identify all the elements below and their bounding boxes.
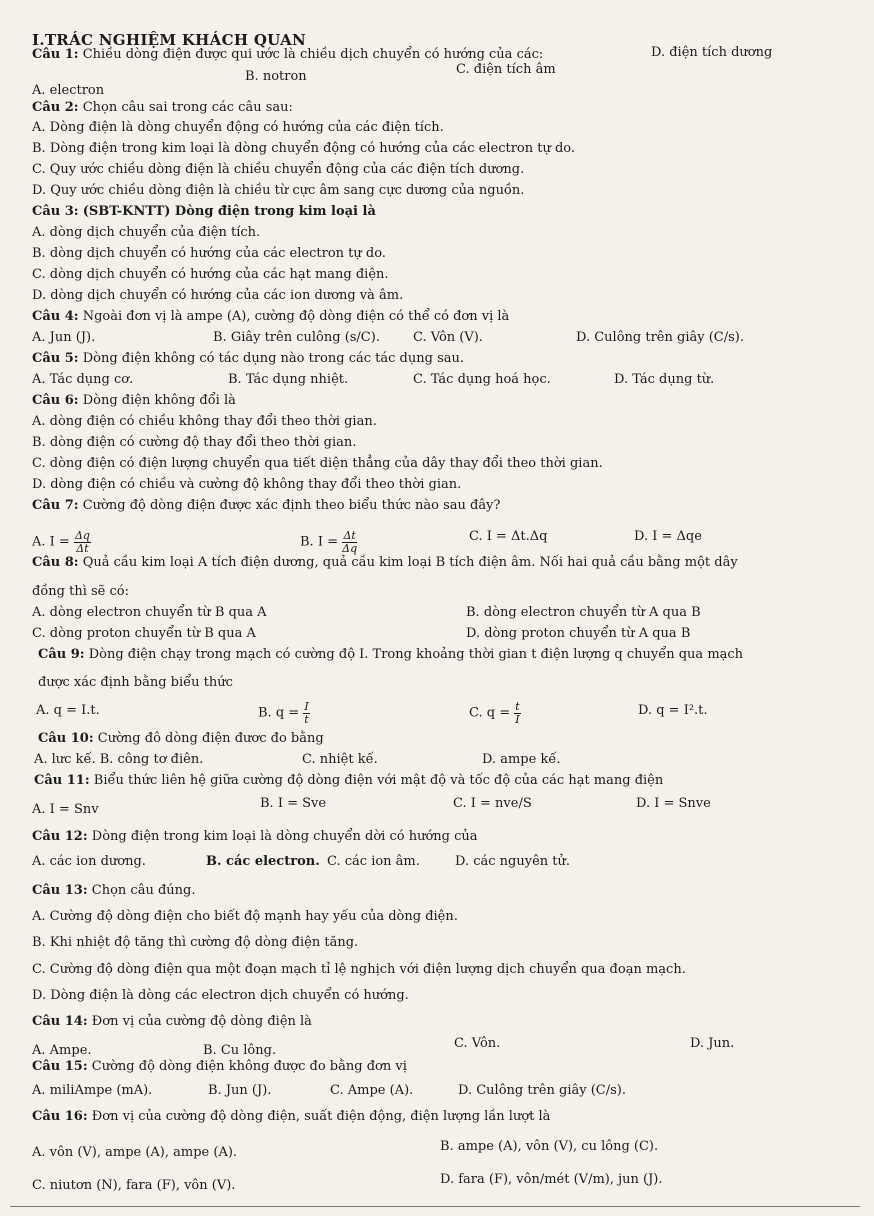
q3-option-c[interactable]: C. dòng dịch chuyển có hướng của các hạt mang điện. bbox=[32, 267, 389, 282]
q10-option-d[interactable]: D. ampe kế. bbox=[482, 752, 561, 767]
q7-a-fraction: $\frac{\Delta q}{\Delta t}$ bbox=[74, 529, 90, 555]
q9-option-c[interactable]: C. q = $\frac{t}{I}$ bbox=[469, 700, 520, 726]
q16-option-c[interactable]: C. niutơn (N), fara (F), vôn (V). bbox=[32, 1178, 236, 1193]
q5-option-a[interactable]: A. Tác dụng cơ. bbox=[32, 372, 134, 387]
q13-option-c[interactable]: C. Cường độ dòng điện qua một đoạn mạch tỉ lệ nghịch với điện lượng dịch chuyển qua đoạn mạch. bbox=[32, 962, 686, 977]
question-3: Câu 3: (SBT-KNTT) Dòng điện trong kim loại là bbox=[32, 204, 376, 219]
q8-option-d[interactable]: D. dòng proton chuyển từ A qua B bbox=[466, 626, 691, 641]
q6-option-b[interactable]: B. dòng điện có cường độ thay đổi theo thời gian. bbox=[32, 435, 357, 450]
q6-option-c[interactable]: C. dòng điện có điện lượng chuyển qua tiết diện thẳng của dây thay đổi theo thời gian. bbox=[32, 456, 603, 471]
q2-option-c[interactable]: C. Quy ước chiều dòng điện là chiều chuyển động của các điện tích dương. bbox=[32, 162, 525, 177]
q9-option-d[interactable]: D. q = I².t. bbox=[638, 703, 708, 718]
q5-option-c[interactable]: C. Tác dụng hoá học. bbox=[413, 372, 551, 387]
q7-option-c[interactable]: C. I = Δt.Δq bbox=[469, 529, 548, 544]
question-6: Câu 6: Dòng điện không đổi là bbox=[32, 393, 236, 408]
q15-option-a[interactable]: A. miliAmpe (mA). bbox=[32, 1083, 153, 1098]
question-14: Câu 14: Đơn vị của cường độ dòng điện là bbox=[32, 1014, 312, 1029]
q14-option-d[interactable]: D. Jun. bbox=[690, 1036, 735, 1051]
q16-option-b[interactable]: B. ampe (A), vôn (V), cu lông (C). bbox=[440, 1139, 659, 1154]
q10-option-a[interactable]: A. lưc kế. B. công tơ điên. bbox=[34, 752, 204, 767]
q9-b-fraction: $\frac{I}{t}$ bbox=[304, 700, 309, 726]
q11-option-c[interactable]: C. I = nve/S bbox=[453, 796, 532, 811]
q12-option-d[interactable]: D. các nguyên tử. bbox=[455, 854, 571, 869]
q1-option-a[interactable]: A. electron bbox=[32, 83, 105, 98]
q15-option-d[interactable]: D. Culông trên giây (C/s). bbox=[458, 1083, 626, 1098]
question-8: Câu 8: Quả cầu kim loại A tích điện dương, quả cầu kim loại B tích điện âm. Nối hai quả cầu bằng một dây bbox=[32, 555, 738, 570]
question-4: Câu 4: Ngoài đơn vị là ampe (A), cường độ dòng điện có thể có đơn vị là bbox=[32, 309, 510, 324]
q14-option-b[interactable]: B. Cu lông. bbox=[203, 1043, 277, 1058]
q13-option-a[interactable]: A. Cường độ dòng điện cho biết độ mạnh hay yếu của dòng điện. bbox=[32, 909, 458, 924]
question-7: Câu 7: Cường độ dòng điện được xác định theo biểu thức nào sau đây? bbox=[32, 498, 501, 513]
question-1: Câu 1: Chiều dòng điện được qui ước là chiều dịch chuyển có hướng của các: bbox=[32, 47, 544, 62]
q13-option-d[interactable]: D. Dòng điện là dòng các electron dịch chuyển có hướng. bbox=[32, 988, 409, 1003]
q8-option-a[interactable]: A. dòng electron chuyển từ B qua A bbox=[32, 605, 267, 620]
question-11: Câu 11: Biểu thức liên hệ giữa cường độ dòng điện với mật độ và tốc độ của các hạt mang điện bbox=[34, 773, 664, 788]
q15-option-b[interactable]: B. Jun (J). bbox=[208, 1083, 272, 1098]
q9-c-fraction: $\frac{t}{I}$ bbox=[515, 700, 520, 726]
q16-option-d[interactable]: D. fara (F), vôn/mét (V/m), jun (J). bbox=[440, 1172, 663, 1187]
q12-option-b[interactable]: B. các electron. bbox=[206, 854, 320, 869]
q1-option-b[interactable]: B. notron bbox=[245, 69, 307, 84]
question-12: Câu 12: Dòng điện trong kim loại là dòng chuyển dời có hướng của bbox=[32, 829, 478, 844]
q3-option-a[interactable]: A. dòng dịch chuyển của điện tích. bbox=[32, 225, 261, 240]
q8-option-b[interactable]: B. dòng electron chuyển từ A qua B bbox=[466, 605, 701, 620]
q13-option-b[interactable]: B. Khi nhiệt độ tăng thì cường độ dòng điện tăng. bbox=[32, 935, 359, 950]
q15-option-c[interactable]: C. Ampe (A). bbox=[330, 1083, 414, 1098]
q5-option-b[interactable]: B. Tác dụng nhiệt. bbox=[228, 372, 349, 387]
q1-option-d[interactable]: D. điện tích dương bbox=[651, 45, 773, 60]
q9-option-a[interactable]: A. q = I.t. bbox=[36, 703, 100, 718]
q9-option-b[interactable]: B. q = $\frac{I}{t}$ bbox=[258, 700, 309, 726]
q2-option-d[interactable]: D. Quy ước chiều dòng điện là chiều từ cực âm sang cực dương của nguồn. bbox=[32, 183, 525, 198]
q1-option-c[interactable]: C. điện tích âm bbox=[456, 62, 556, 77]
q14-option-c[interactable]: C. Vôn. bbox=[454, 1036, 501, 1051]
question-10: Câu 10: Cường đô dòng điện đươc đo bằng bbox=[38, 731, 324, 746]
section-title: I.TRÁC NGHIỆM KHÁCH QUAN bbox=[32, 31, 307, 49]
q3-option-d[interactable]: D. dòng dịch chuyển có hướng của các ion dương và âm. bbox=[32, 288, 404, 303]
q4-option-b[interactable]: B. Giây trên culông (s/C). bbox=[213, 330, 380, 345]
q14-option-a[interactable]: A. Ampe. bbox=[32, 1043, 92, 1058]
question-9-continued: được xác định bằng biểu thức bbox=[38, 675, 233, 690]
question-2: Câu 2: Chọn câu sai trong các câu sau: bbox=[32, 100, 293, 115]
question-8-continued: đồng thì sẽ có: bbox=[32, 584, 129, 599]
question-9: Câu 9: Dòng điện chạy trong mạch có cường độ I. Trong khoảng thời gian t điện lượng q chuyển qua mạch bbox=[38, 647, 744, 662]
q7-option-a[interactable]: A. I = $\frac{\Delta q}{\Delta t}$ bbox=[32, 529, 90, 555]
q7-b-fraction: $\frac{\Delta t}{\Delta q}$ bbox=[342, 529, 358, 555]
q16-option-a[interactable]: A. vôn (V), ampe (A), ampe (A). bbox=[32, 1145, 238, 1160]
question-5: Câu 5: Dòng điện không có tác dụng nào trong các tác dụng sau. bbox=[32, 351, 464, 366]
q11-option-a[interactable]: A. I = Snv bbox=[32, 802, 99, 817]
q4-option-c[interactable]: C. Vôn (V). bbox=[413, 330, 483, 345]
question-16: Câu 16: Đơn vị của cường độ dòng điện, suất điện động, điện lượng lần lượt là bbox=[32, 1109, 551, 1124]
q10-option-c[interactable]: C. nhiệt kế. bbox=[302, 752, 378, 767]
q11-option-d[interactable]: D. I = Snve bbox=[636, 796, 711, 811]
question-15: Câu 15: Cường độ dòng điện không được đo bằng đơn vị bbox=[32, 1059, 407, 1074]
q6-option-d[interactable]: D. dòng điện có chiều và cường độ không thay đổi theo thời gian. bbox=[32, 477, 462, 492]
q7-option-b[interactable]: B. I = $\frac{\Delta t}{\Delta q}$ bbox=[300, 529, 358, 555]
q11-option-b[interactable]: B. I = Sve bbox=[260, 796, 327, 811]
q12-option-a[interactable]: A. các ion dương. bbox=[32, 854, 146, 869]
q3-option-b[interactable]: B. dòng dịch chuyển có hướng của các electron tự do. bbox=[32, 246, 386, 261]
q2-option-a[interactable]: A. Dòng điện là dòng chuyển động có hướng của các điện tích. bbox=[32, 120, 444, 135]
bottom-divider bbox=[10, 1206, 860, 1207]
q8-option-c[interactable]: C. dòng proton chuyển từ B qua A bbox=[32, 626, 256, 641]
question-13: Câu 13: Chọn câu đúng. bbox=[32, 883, 196, 898]
q5-option-d[interactable]: D. Tác dụng từ. bbox=[614, 372, 715, 387]
q7-option-d[interactable]: D. I = Δqe bbox=[634, 529, 702, 544]
q6-option-a[interactable]: A. dòng điện có chiều không thay đổi theo thời gian. bbox=[32, 414, 377, 429]
q4-option-a[interactable]: A. Jun (J). bbox=[32, 330, 96, 345]
q4-option-d[interactable]: D. Culông trên giây (C/s). bbox=[576, 330, 744, 345]
q12-option-c[interactable]: C. các ion âm. bbox=[327, 854, 420, 869]
q2-option-b[interactable]: B. Dòng điện trong kim loại là dòng chuyển động có hướng của các electron tự do. bbox=[32, 141, 576, 156]
